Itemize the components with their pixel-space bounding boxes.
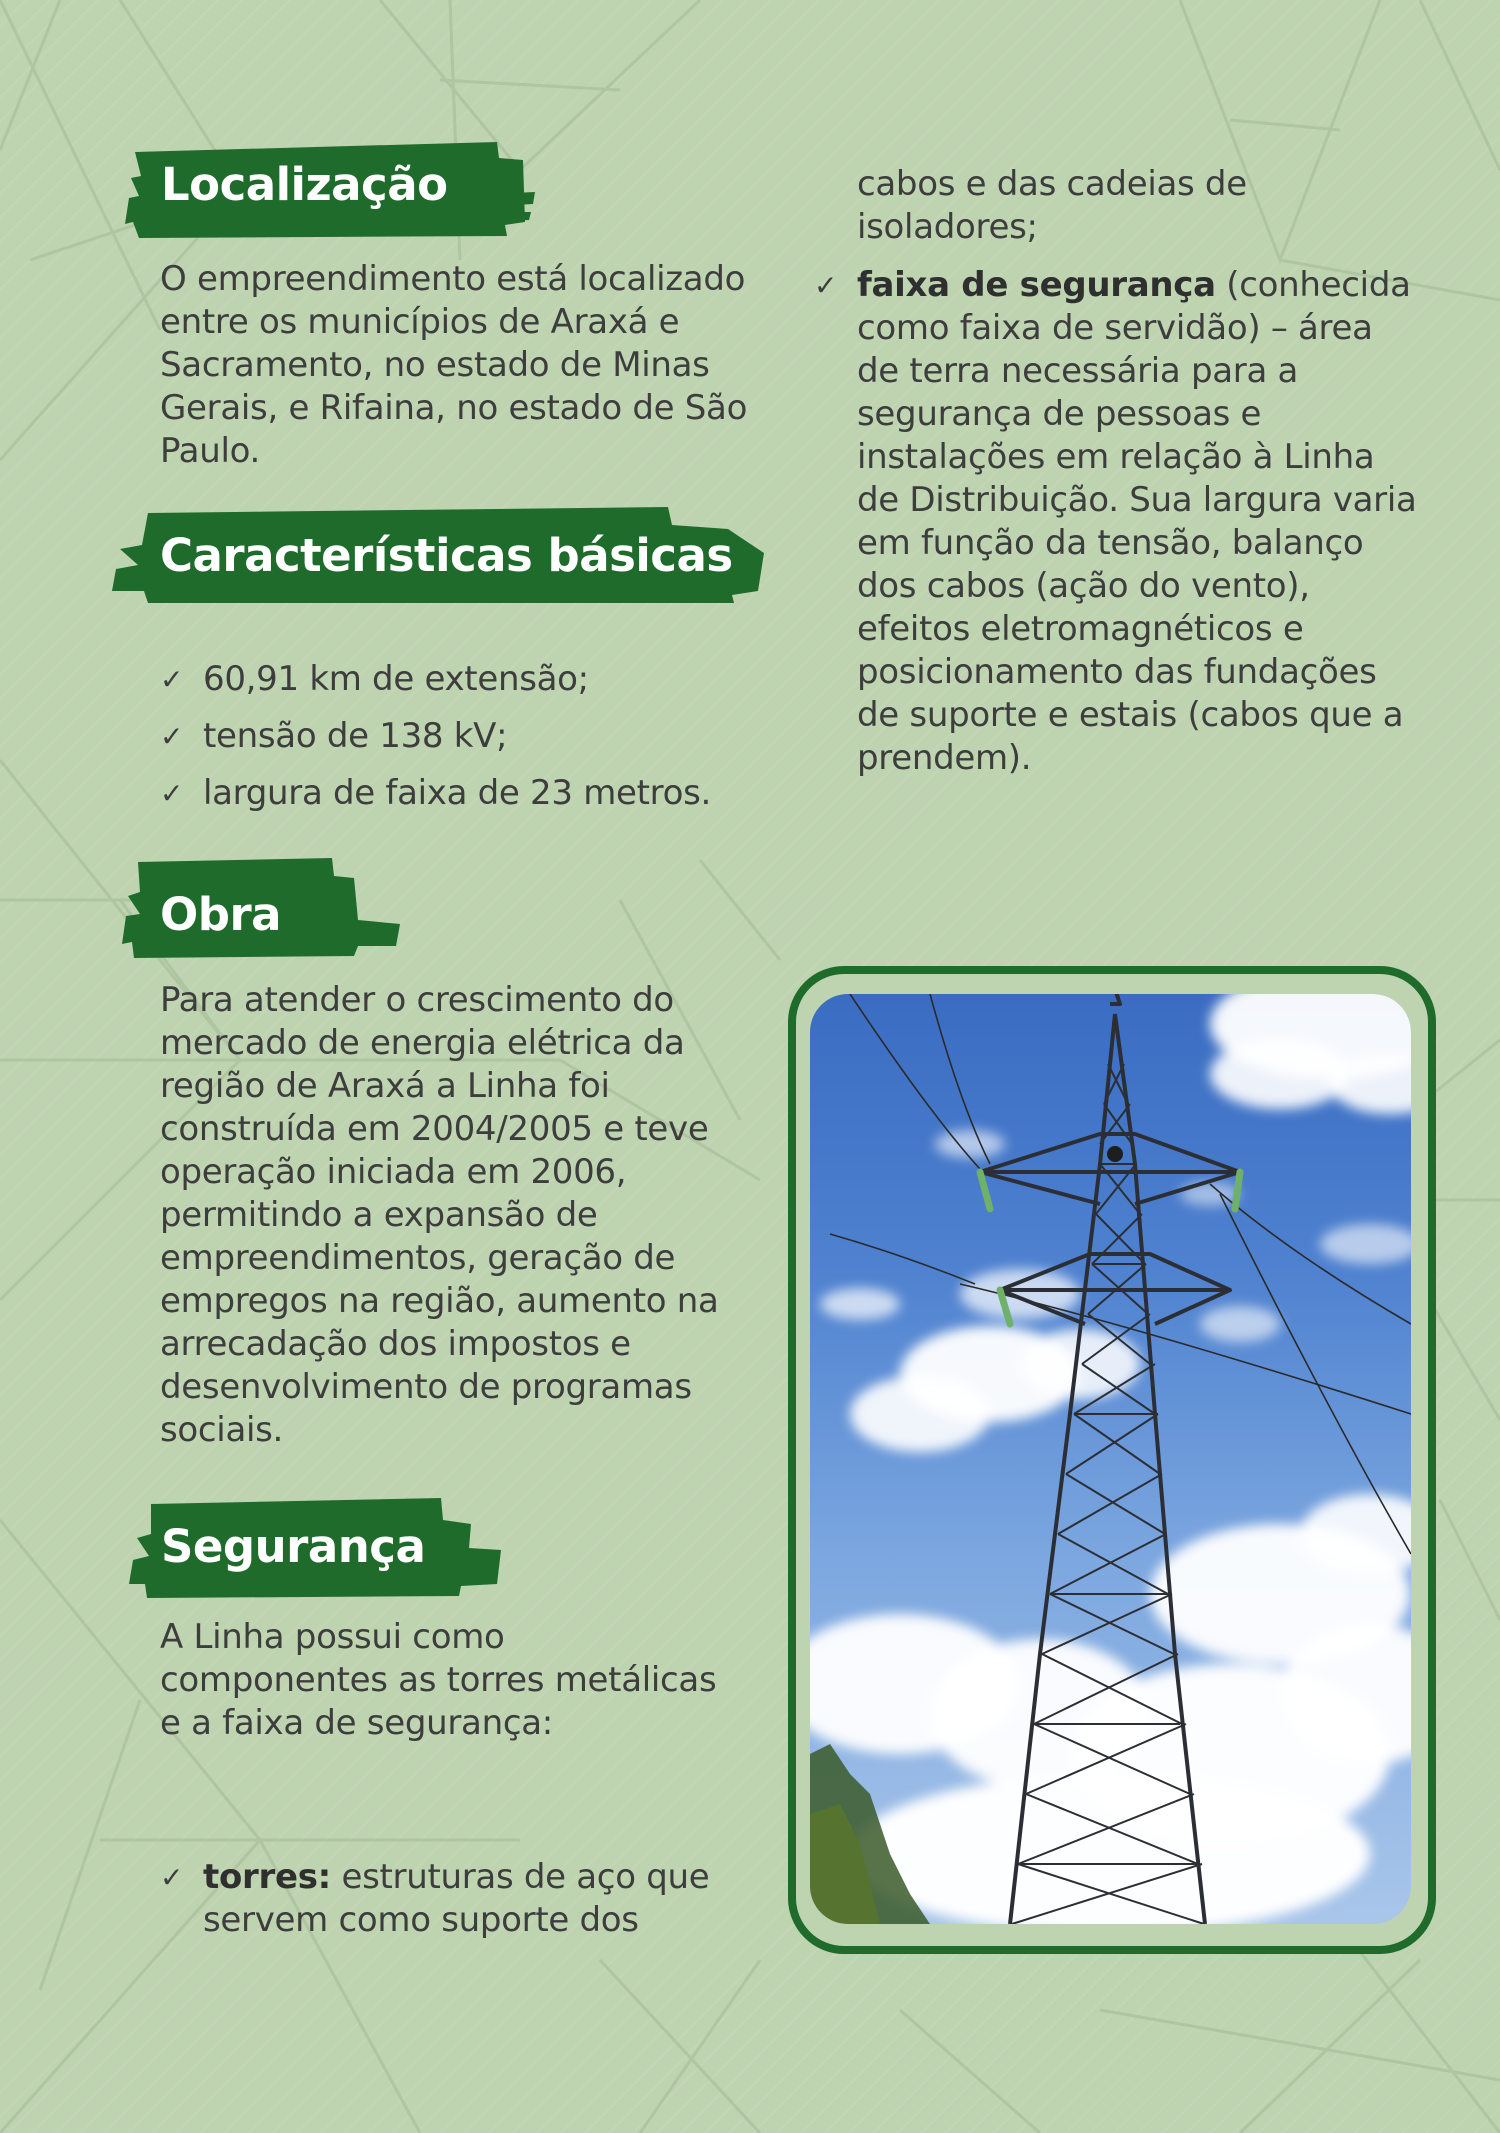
list-item-text: 60,91 km de extensão; [203,659,589,699]
heading-localizacao [125,138,535,238]
tower-lamp [1107,1146,1123,1162]
transmission-tower-photo [810,994,1411,1924]
list-item [814,264,1424,780]
faixa-list [814,264,1424,780]
seguranca-paragraph: A Linha possui como componentes as torres metálicas e a faixa de segurança: [160,1617,717,1743]
list-item [160,1856,760,1942]
caracteristicas-list [160,658,780,829]
list-item [160,658,780,701]
list-item-term: faixa de segurança [857,265,1216,305]
list-item [160,772,780,815]
checkmark-icon: ✓ [160,663,184,696]
list-item-text: estruturas de aço que servem como suporte dos [203,1857,710,1940]
heading-obra [118,858,404,958]
list-item-text: largura de faixa de 23 metros. [203,773,712,813]
obra-paragraph: Para atender o crescimento do mercado de energia elétrica da região de Araxá a Linha foi construída em 2004/2005 e teve operação iniciada em 2006, permitindo a expansão de empreendimentos, geração de empregos na região, aumento na arrecadação dos impostos e desenvolvimento de programas sociais. [160,980,719,1450]
list-item [160,715,780,758]
checkmark-icon: ✓ [814,269,838,302]
heading-caracteristicas [108,505,768,605]
heading-caracteristicas-text: Características básicas [160,529,733,582]
list-item-text: tensão de 138 kV; [203,716,508,756]
list-item-text: (conhecida como faixa de servidão) – área de terra necessária para a segurança de pessoas e instalações em relação à Linha de Distribuição. Sua largura varia em função da tensão, balanço dos cabos (ação do vento), efeitos eletromagnéticos e posicionamento das fundações de suporte e estais (cabos que a prendem). [857,265,1417,778]
heading-localizacao-text: Localização [161,158,448,211]
checkmark-icon: ✓ [160,1861,184,1894]
seguranca-list [160,1856,760,1942]
localizacao-paragraph: O empreendimento está localizado entre os municípios de Araxá e Sacramento, no estado de Minas Gerais, e Rifaina, no estado de São Paulo. [160,259,748,471]
tower-illustration [810,994,1411,1924]
list-item-term: torres: [203,1857,331,1897]
heading-obra-text: Obra [160,888,282,941]
right-column-continuation: cabos e das cadeias de isoladores; [857,164,1247,247]
heading-seguranca [125,1498,505,1598]
heading-seguranca-text: Segurança [161,1520,426,1573]
checkmark-icon: ✓ [160,777,184,810]
checkmark-icon: ✓ [160,720,184,753]
